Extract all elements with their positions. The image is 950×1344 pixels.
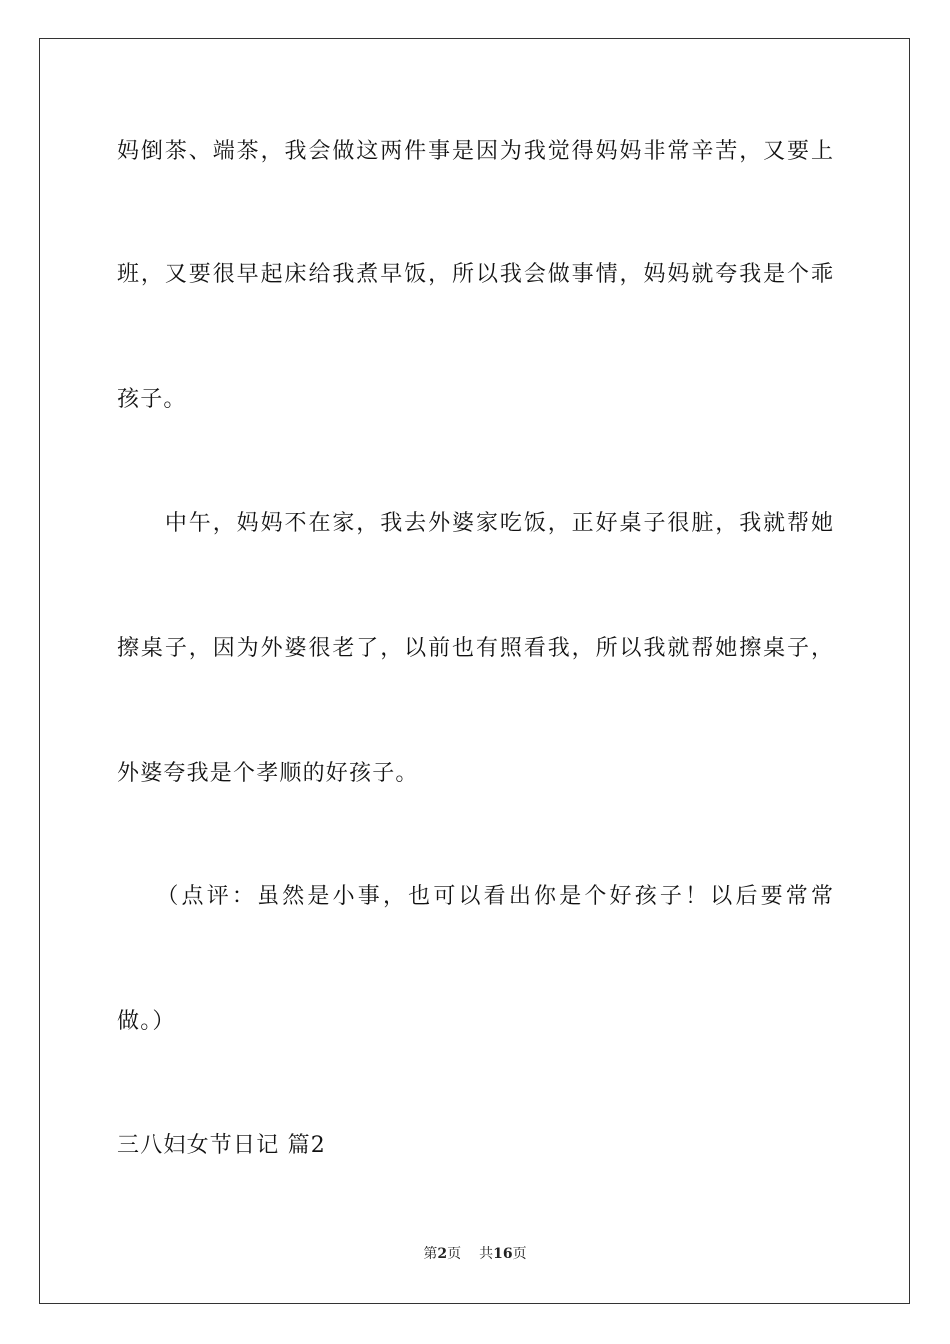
page-footer xyxy=(0,1245,950,1263)
body-line-1: 妈倒茶、端茶，我会做这两件事是因为我觉得妈妈非常辛苦，又要上 xyxy=(117,139,833,164)
footer-total-prefix: 共 xyxy=(479,1246,494,1262)
section-heading: 三八妇女节日记 篇2 xyxy=(117,1133,326,1158)
footer-page-suffix: 页 xyxy=(447,1246,462,1262)
footer-total-suffix: 页 xyxy=(512,1246,527,1262)
body-line-5: 擦桌子，因为外婆很老了，以前也有照看我，所以我就帮她擦桌子， xyxy=(117,636,833,661)
body-line-4: 中午，妈妈不在家，我去外婆家吃饭，正好桌子很脏，我就帮她 xyxy=(117,511,833,536)
body-line-6: 外婆夸我是个孝顺的好孩子。 xyxy=(117,761,419,786)
body-line-3: 孩子。 xyxy=(117,387,187,412)
body-line-7: （点评：虽然是小事，也可以看出你是个好孩子！以后要常常 xyxy=(117,884,833,909)
body-line-8: 做。） xyxy=(117,1009,176,1034)
body-line-2: 班，又要很早起床给我煮早饭，所以我会做事情，妈妈就夸我是个乖 xyxy=(117,262,833,287)
page-border xyxy=(39,38,910,1304)
footer-page-prefix: 第 xyxy=(423,1246,438,1262)
footer-total-pages: 16 xyxy=(493,1246,513,1262)
footer-page-number: 2 xyxy=(437,1246,448,1262)
